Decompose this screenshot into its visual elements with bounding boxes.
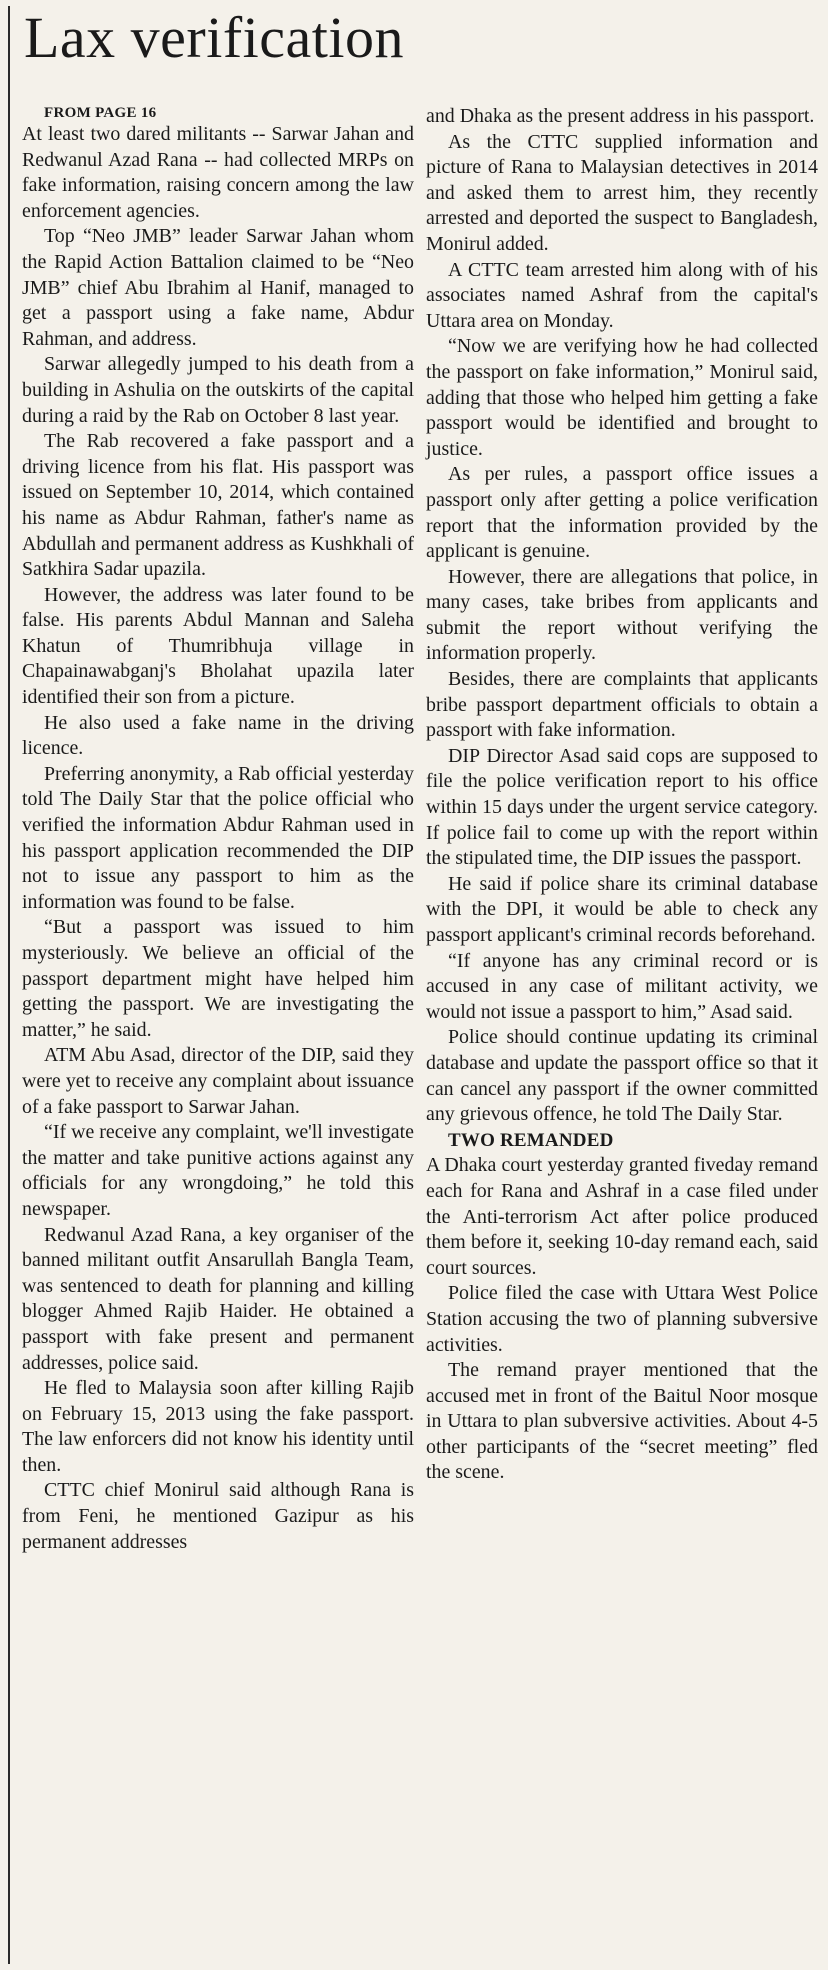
paragraph: DIP Director Asad said cops are supposed to file the police verification report to his office within 15 days under the urgent service category. If police fail to come up with the report within the stipulated time, the DIP issues the passport. bbox=[426, 744, 818, 870]
paragraph: He fled to Malaysia soon after killing Rajib on February 15, 2013 using the fake passport. The law enforcers did not know his identity until then. bbox=[22, 1377, 414, 1476]
paragraph: A Dhaka court yesterday granted fiveday remand each for Rana and Ashraf in a case filed under the Anti-terrorism Act after police produced them before it, seeking 10-day remand each, said court sources. bbox=[426, 1154, 818, 1279]
headline: Lax verification bbox=[24, 5, 404, 70]
paragraph: He said if police share its criminal database with the DPI, it would be able to check any passport applicant's criminal records beforehand. bbox=[426, 872, 818, 946]
paragraph: As per rules, a passport office issues a passport only after getting a police verification report that the information provided by the applicant is genuine. bbox=[426, 463, 818, 563]
paragraph: ATM Abu Asad, director of the DIP, said they were yet to receive any complaint about issuance of a fake passport to Sarwar Jahan. bbox=[22, 1044, 414, 1118]
column-rule bbox=[8, 6, 10, 1964]
paragraph: However, there are allegations that police, in many cases, take bribes from applicants and submit the report without verifying the information properly. bbox=[426, 565, 818, 665]
column-2 bbox=[426, 104, 818, 1966]
column-1 bbox=[22, 104, 414, 1966]
paragraph: “Now we are verifying how he had collected the passport on fake information,” Monirul said, adding that those who helped him getting a fake passport would be identified and brought to justice. bbox=[426, 335, 818, 460]
paragraph: As the CTTC supplied information and picture of Rana to Malaysian detectives in 2014 and asked them to arrest him, they recently arrested and deported the suspect to Bangladesh, Monirul added. bbox=[426, 130, 818, 255]
subheading: TWO REMANDED bbox=[448, 1129, 614, 1151]
paragraph: He also used a fake name in the driving licence. bbox=[22, 711, 414, 760]
paragraph: A CTTC team arrested him along with of his associates named Ashraf from the capital's Uttara area on Monday. bbox=[426, 258, 818, 332]
kicker: FROM PAGE 16 bbox=[44, 105, 157, 121]
paragraph: The Rab recovered a fake passport and a driving licence from his flat. His passport was issued on September 10, 2014, which contained his name as Abdur Rahman, father's name as Abdullah and permanent address as Kushkhali of Satkhira Sadar upazila. bbox=[22, 430, 414, 581]
paragraph-continued: and Dhaka as the present address in his passport. bbox=[426, 105, 815, 127]
paragraph: However, the address was later found to be false. His parents Abdul Mannan and Saleha Khatun of Thumribhuja village in Chapainawabganj's Bholahat upazila later identified their son from a picture. bbox=[22, 583, 414, 709]
paragraph: At least two dared militants -- Sarwar Jahan and Redwanul Azad Rana -- had collected MRPs on fake information, raising concern among the law enforcement agencies. bbox=[22, 123, 414, 222]
paragraph: Sarwar allegedly jumped to his death from a building in Ashulia on the outskirts of the capital during a raid by the Rab on October 8 last year. bbox=[22, 353, 414, 427]
paragraph: Top “Neo JMB” leader Sarwar Jahan whom the Rapid Action Battalion claimed to be “Neo JMB” chief Abu Ibrahim al Hanif, managed to get a passport using a fake name, Abdur Rahman, and address. bbox=[22, 225, 414, 350]
paragraph: “But a passport was issued to him mysteriously. We believe an official of the passport department might have helped him getting the passport. We are investigating the matter,” he said. bbox=[22, 916, 414, 1041]
paragraph: CTTC chief Monirul said although Rana is from Feni, he mentioned Gazipur as his permanent addresses bbox=[22, 1479, 414, 1553]
paragraph: The remand prayer mentioned that the accused met in front of the Baitul Noor mosque in Uttara to plan subversive activities. About 4-5 other participants of the “secret meeting” fled the scene. bbox=[426, 1359, 818, 1484]
paragraph: Police should continue updating its criminal database and update the passport office so that it can cancel any passport if the owner committed any grievous offence, he told The Daily Star. bbox=[426, 1026, 818, 1126]
paragraph: Redwanul Azad Rana, a key organiser of the banned militant outfit Ansarullah Bangla Team, was sentenced to death for planning and killing blogger Ahmed Rajib Haider. He obtained a passport with fake present and permanent addresses, police said. bbox=[22, 1223, 414, 1374]
paragraph: “If we receive any complaint, we'll investigate the matter and take punitive actions against any officials for any wrongdoing,” he told this newspaper. bbox=[22, 1121, 414, 1220]
paragraph: Besides, there are complaints that applicants bribe passport department officials to obtain a passport with fake information. bbox=[426, 668, 818, 742]
article-body bbox=[22, 104, 818, 1966]
paragraph: Preferring anonymity, a Rab official yesterday told The Daily Star that the police official who verified the information Abdur Rahman used in his passport application recommended the DIP not to issue any passport to him as the information was found to be false. bbox=[22, 762, 414, 913]
paragraph: Police filed the case with Uttara West Police Station accusing the two of planning subversive activities. bbox=[426, 1282, 818, 1356]
paragraph: “If anyone has any criminal record or is accused in any case of militant activity, we would not issue a passport to him,” Asad said. bbox=[426, 949, 818, 1023]
